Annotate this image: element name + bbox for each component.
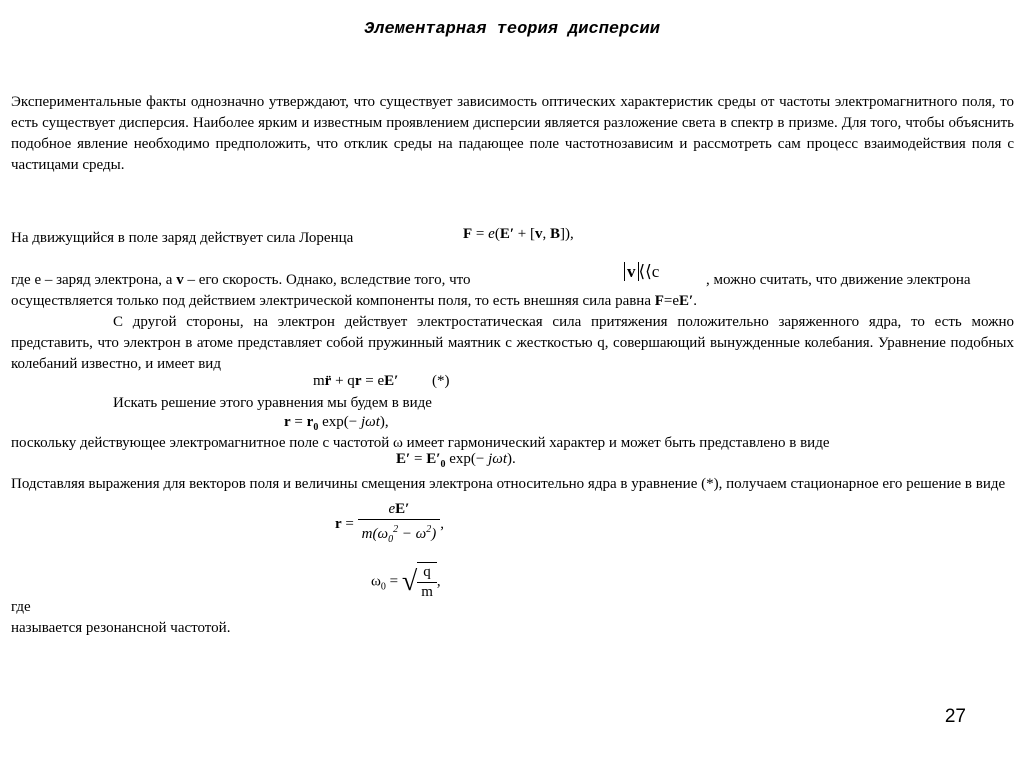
sqrt-icon: √ [401,566,418,597]
sol-den-sup2: 2 [426,524,432,535]
eq-E0: E′ [426,451,441,467]
sol-fraction [358,500,441,549]
formula-B: B [550,226,561,242]
where-line2-F: F [654,293,664,309]
sol-den-minus: − ω [398,526,427,542]
eq-r: r [354,373,362,389]
formula-comma: , [542,226,551,242]
eq-E: E′ [384,373,399,389]
condition-formula [624,262,659,282]
eq-r-jwt: jωt [360,414,380,430]
eq-equals: = e [361,373,385,389]
sol-denominator [358,520,441,549]
formula-E: E′ [499,226,515,242]
eq-E-left: E′ [396,451,411,467]
w0-sub: 0 [380,581,386,593]
formula-open: ( [494,226,500,242]
eq-r-close: ), [379,414,389,430]
eq-plus: + q [331,373,355,389]
where-line2-text: осуществляется только под действием электрической компоненты поля, то есть внешняя сила равна [11,293,651,309]
where-word: где [11,599,31,615]
sol-numerator [358,500,441,520]
harmonic-text: поскольку действующее электромагнитное поле с частотой ω имеет гармонический характер и может быть представлено в виде [11,435,830,451]
eq-E-exp: exp(− [445,451,489,467]
where-line1-start [11,270,470,291]
equation-star [313,373,398,390]
w0-denominator: m [421,584,433,600]
substitution-paragraph: Подставляя выражения для векторов поля и величины смещения электрона относительно ядра в уравнение (*), получаем стационарное его решение в виде [11,476,1006,492]
eq-E0-sub: 0 [440,459,446,470]
equation-star-label: (*) [432,373,450,389]
where-v: v [176,272,184,288]
w0-comma: , [436,573,441,590]
cond-v: v [624,262,639,281]
eq-r0: r [306,414,314,430]
equation-solution [335,500,444,549]
eq-m: m [313,373,325,389]
eq-E-jwt: jωt [488,451,507,467]
resonant-text: называется резонансной частотой. [11,620,231,636]
sol-den-m: m(ω [361,526,389,542]
where-line2-E: E′ [679,293,694,309]
search-text: Искать решение этого уравнения мы будем в виде [113,395,432,411]
formula-F: F [463,226,473,242]
w0-numerator: q [417,563,437,583]
formula-v: v [535,226,543,242]
sol-num-E: E′ [395,501,410,517]
equation-E [396,451,516,470]
formula-eq: = [472,226,489,242]
equation-omega0 [371,562,441,602]
oscillator-paragraph: С другой стороны, на электрон действует электростатическая сила притяжения положительно заряженного ядра, то есть можно представить, что электрон в атоме представляет собой пружинный маятник с жесткостью q, совершающий вынужденные колебания. Уравнение подобных колебаний известно, и имеет вид [11,314,1014,372]
where-text-b: – его скорость. Однако, вследствие того, что [187,272,471,288]
intro-paragraph: Экспериментальные факты однозначно утверждают, что существует зависимость оптических характеристик среды от частоты электромагнитного поля, то есть существует дисперсия. Наиболее ярким и известным проявлением дисперсии является разложение света в спектр в призме. Для того, чтобы объяснить подобное явление необходимо предположить, что отклик среды на падающее поле частотнозависим и рассмотреть сам процесс взаимодействия поля с частицами среды. [11,94,1014,173]
w0-fraction [417,562,437,602]
eq-r0-sub: 0 [313,422,319,433]
where-text-a: где е – заряд электрона, а [11,272,173,288]
where-line2-eq: =e [663,293,680,309]
formula-e: e [488,226,495,242]
eq-E-eq: = [410,451,427,467]
cond-rest: ⟨⟨c [638,262,660,281]
lorentz-text: На движущийся в поле заряд действует сила Лоренца [11,230,354,246]
eq-r-eq: = [290,414,307,430]
equation-r [284,414,389,433]
sol-den-close: ) [431,526,437,542]
page-title: Элементарная теория дисперсии [364,20,660,39]
w0-eq: = [385,573,402,590]
formula-close: ]), [560,226,574,242]
where-line2-dot: . [693,293,698,309]
sol-num-e: e [388,501,396,517]
sol-eq: = [341,515,358,532]
sol-comma: , [440,515,445,532]
sol-den-sub: 0 [388,534,394,545]
page-number: 27 [944,706,966,727]
sol-den-sup: 2 [393,524,399,535]
w0-omega: ω [371,573,381,590]
lorentz-formula [463,226,574,243]
sol-r: r [335,515,342,532]
eq-r-exp: exp(− [318,414,361,430]
eq-rdd: r̈ [324,373,332,389]
eq-E-close: ). [507,451,516,467]
where-line2 [11,291,697,312]
where-line1-end: , можно считать, что движение электрона [706,272,971,288]
formula-plus: + [ [514,226,536,242]
eq-r-left: r [284,414,291,430]
